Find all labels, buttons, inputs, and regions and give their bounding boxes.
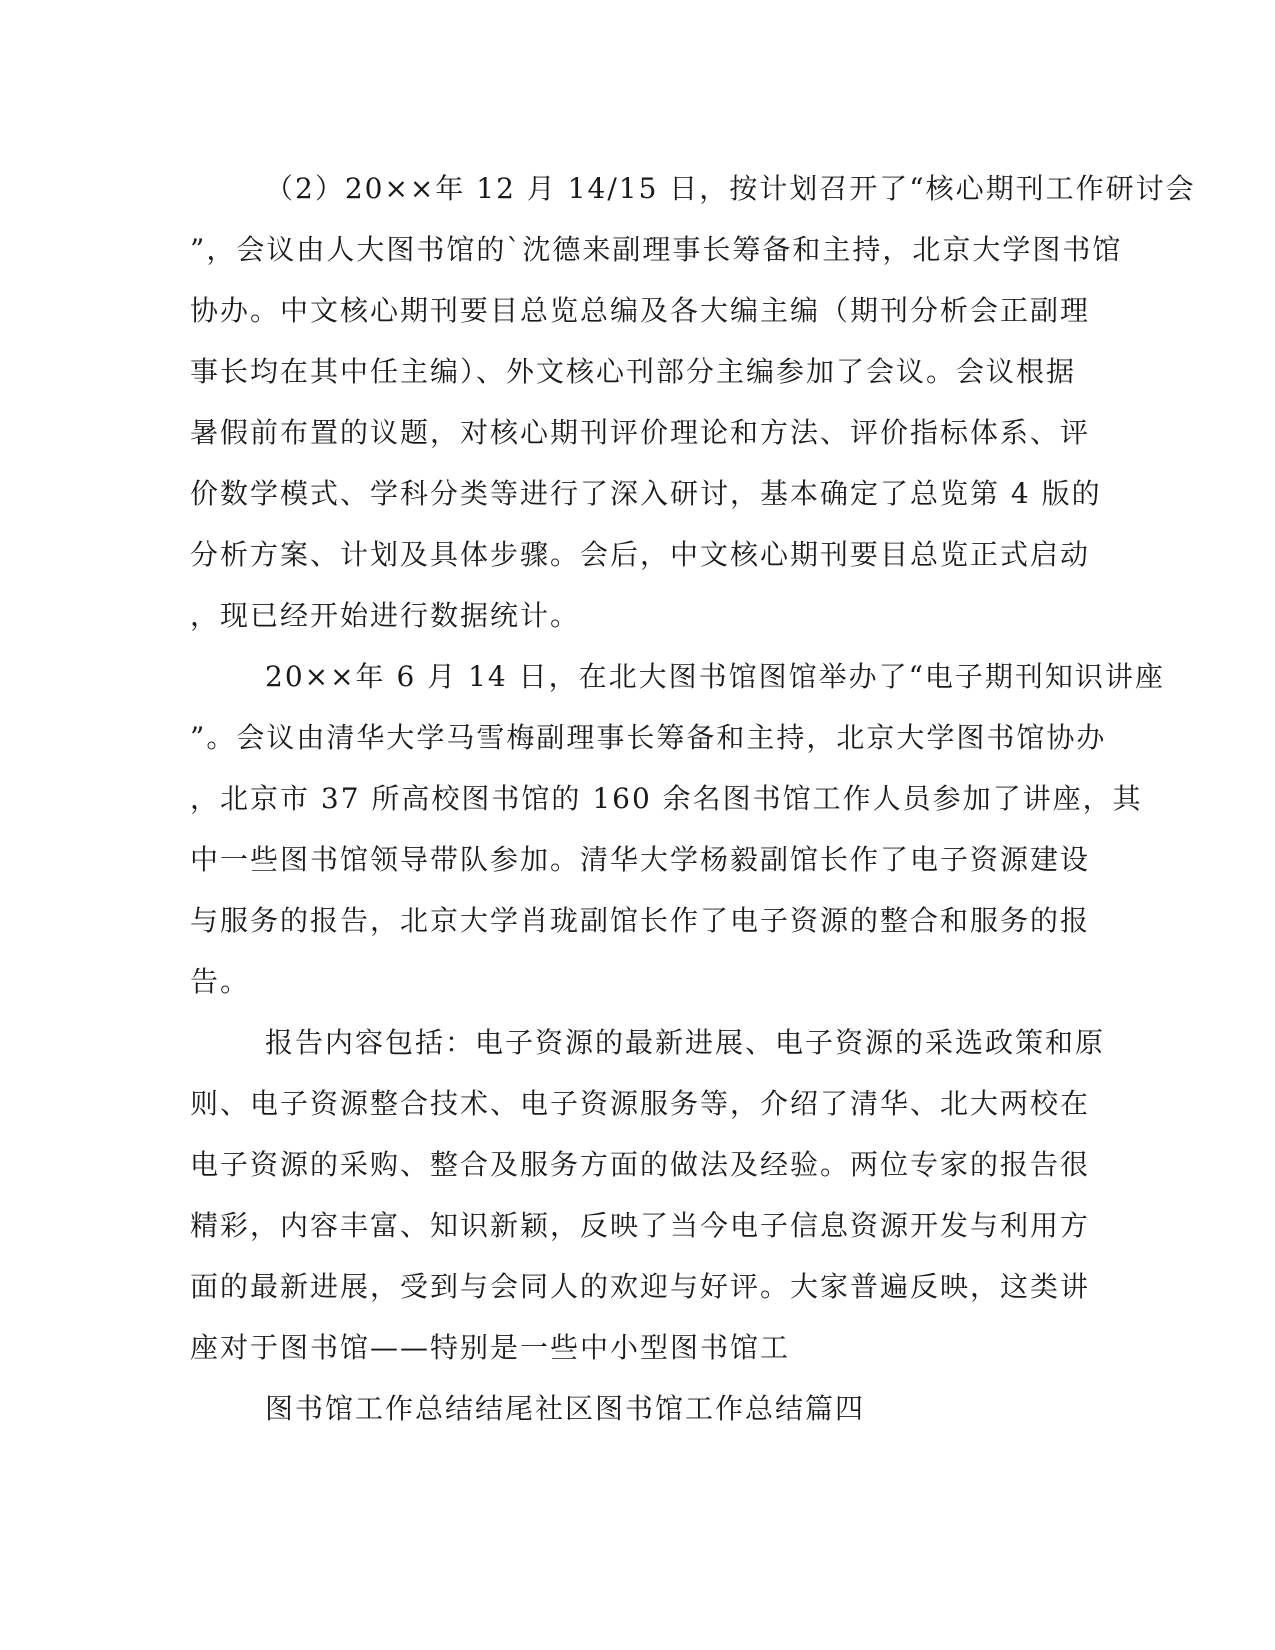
text-line: 报告内容包括：电子资源的最新进展、电子资源的采选政策和原 [265, 1026, 1106, 1059]
text-line: 告。 [190, 965, 251, 998]
text-line: ，现已经开始进行数据统计。 [190, 599, 581, 632]
text-line: ”，会议由人大图书馆的`沈德来副理事长筹备和主持，北京大学图书馆 [190, 233, 1123, 266]
text-line: 电子资源的采购、整合及服务方面的做法及经验。两位专家的报告很 [190, 1148, 1091, 1181]
text-line: 座对于图书馆——特别是一些中小型图书馆工 [190, 1331, 791, 1364]
text-line: 协办。中文核心期刊要目总览总编及各大编主编（期刊分析会正副理 [190, 294, 1091, 327]
paragraph-e-journal-lecture [190, 646, 1165, 1012]
text-line: 与服务的报告，北京大学肖珑副馆长作了电子资源的整合和服务的报 [190, 904, 1091, 937]
text-line: 精彩，内容丰富、知识新颖，反映了当今电子信息资源开发与利用方 [190, 1209, 1091, 1242]
document-body [190, 158, 1196, 1439]
section-heading-text: 图书馆工作总结结尾社区图书馆工作总结篇四 [265, 1392, 866, 1425]
text-line: 暑假前布置的议题，对核心期刊评价理论和方法、评价指标体系、评 [190, 416, 1091, 449]
text-line: 20××年 6 月 14 日，在北大图书馆图馆举办了“电子期刊知识讲座 [265, 660, 1165, 693]
text-line: 中一些图书馆领导带队参加。清华大学杨毅副馆长作了电子资源建设 [190, 843, 1091, 876]
text-line: 价数学模式、学科分类等进行了深入研讨，基本确定了总览第 4 版的 [190, 477, 1102, 510]
text-line: ，北京市 37 所高校图书馆的 160 余名图书馆工作人员参加了讲座，其 [190, 782, 1143, 815]
text-line: 则、电子资源整合技术、电子资源服务等，介绍了清华、北大两校在 [190, 1087, 1091, 1120]
text-line: （2）20××年 12 月 14/15 日，按计划召开了“核心期刊工作研讨会 [265, 172, 1196, 205]
text-line: 分析方案、计划及具体步骤。会后，中文核心期刊要目总览正式启动 [190, 538, 1091, 571]
text-line: 事长均在其中任主编）、外文核心刊部分主编参加了会议。会议根据 [190, 355, 1077, 388]
paragraph-report-content [190, 1012, 1106, 1378]
paragraph-meeting-core-journals [190, 158, 1196, 646]
section-heading [190, 1378, 1080, 1439]
text-line: ”。会议由清华大学马雪梅副理事长筹备和主持，北京大学图书馆协办 [190, 721, 1107, 754]
text-line: 面的最新进展，受到与会同人的欢迎与好评。大家普遍反映，这类讲 [190, 1270, 1091, 1303]
